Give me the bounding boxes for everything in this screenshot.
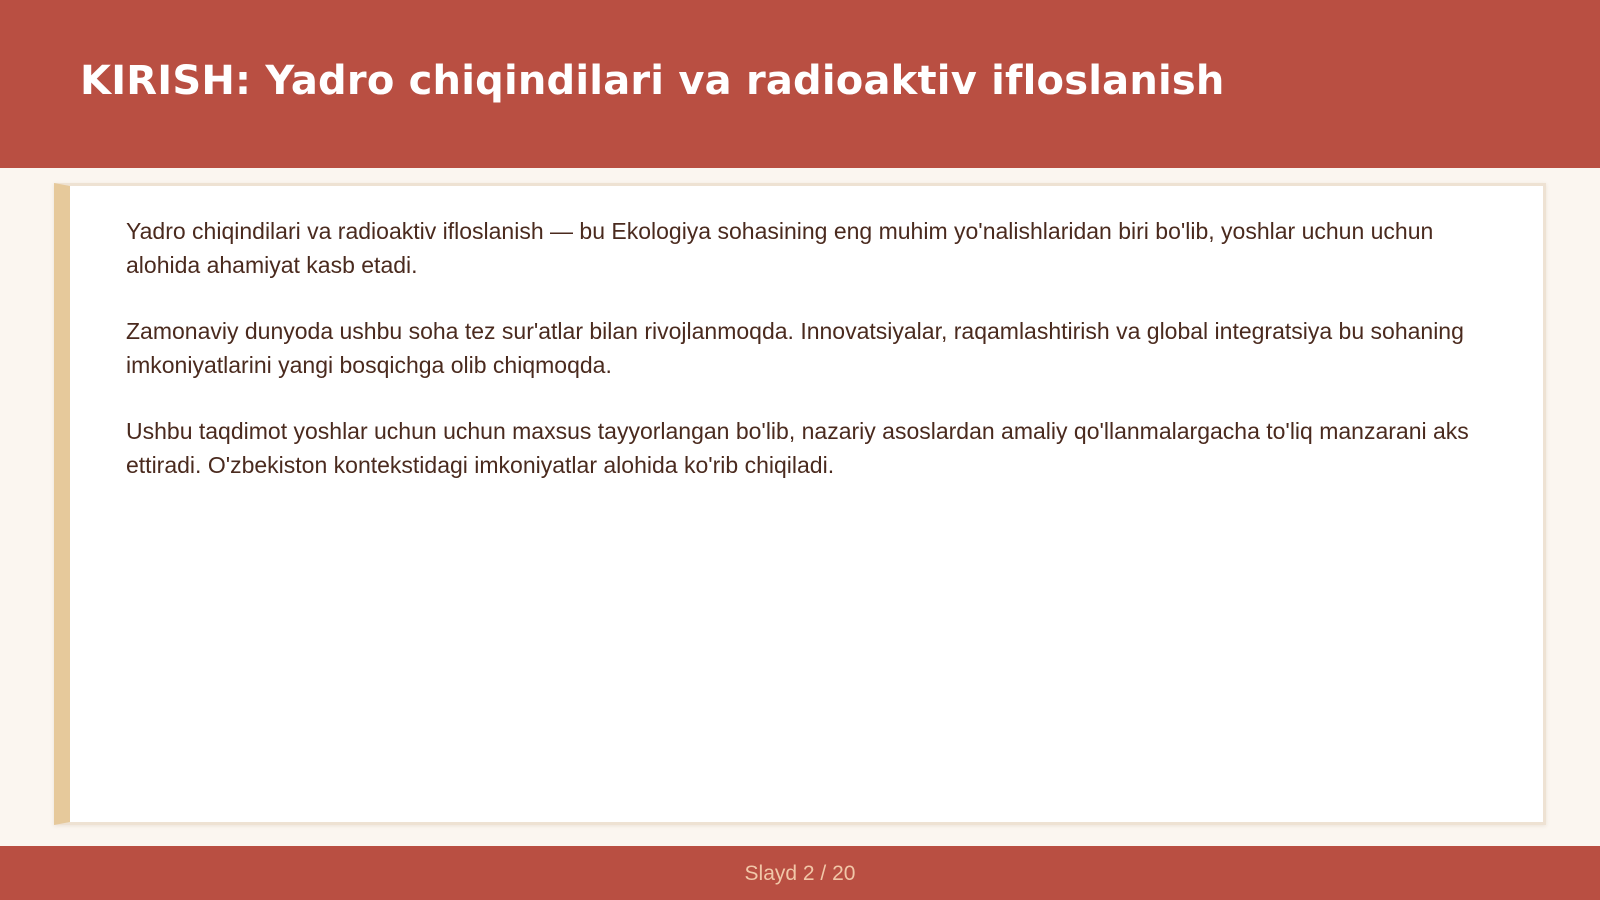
content-body (126, 214, 1506, 514)
slide-title: KIRISH: Yadro chiqindilari va radioaktiv ifloslanish (80, 58, 1225, 104)
paragraph-presentation-scope: Ushbu taqdimot yoshlar uchun uchun maxsus tayyorlangan bo'lib, nazariy asoslardan amaliy qo'llanmalargacha to'liq manzarani aks ettiradi. O'zbekiston kontekstidagi imkoniyatlar alohida ko'rib chiqiladi. (126, 418, 1469, 478)
content-card (54, 183, 1546, 825)
slide-footer (0, 846, 1600, 900)
paragraph-modern-world: Zamonaviy dunyoda ushbu soha tez sur'atlar bilan rivojlanmoqda. Innovatsiyalar, raqamlashtirish va global integratsiya bu sohaning imkoniyatlarini yangi bosqichga olib chiqmoqda. (126, 318, 1464, 378)
slide-number: Slayd 2 / 20 (744, 862, 856, 885)
slide-header (0, 0, 1600, 168)
paragraph-intro: Yadro chiqindilari va radioaktiv ifloslanish — bu Ekologiya sohasining eng muhim yo'nalishlaridan biri bo'lib, yoshlar uchun uchun alohida ahamiyat kasb etadi. (126, 218, 1434, 278)
